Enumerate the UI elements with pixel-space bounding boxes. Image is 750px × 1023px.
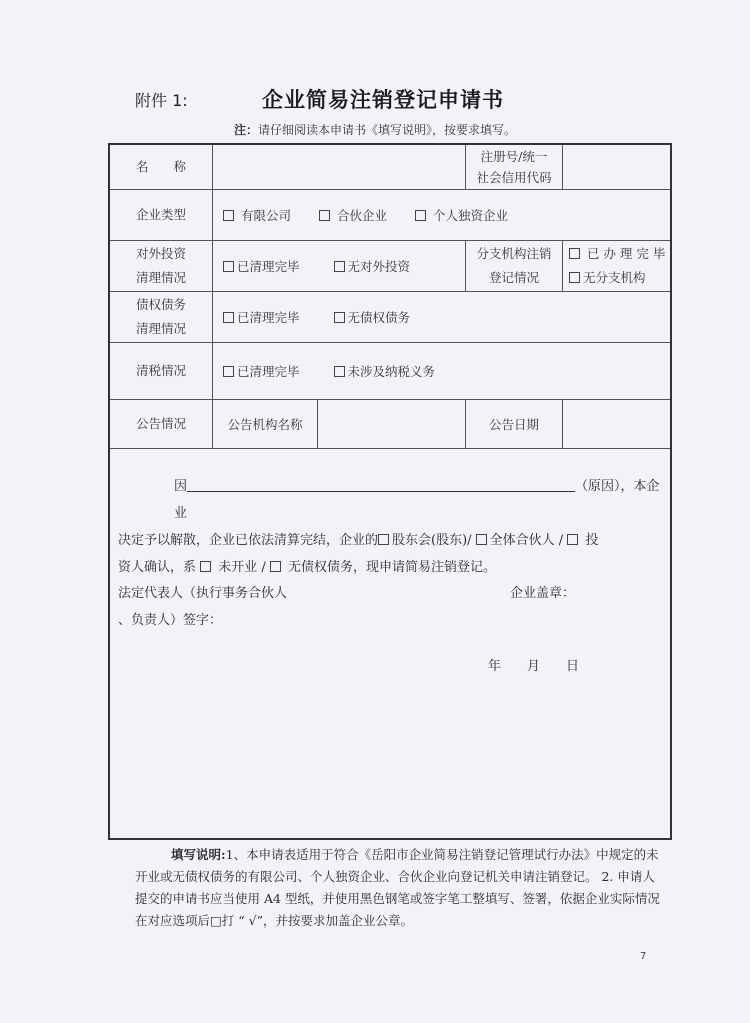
checkbox[interactable] [319,210,330,221]
option-label: 股东会(股东)/ [392,533,476,548]
branch-option-done[interactable] [569,242,665,266]
seal-label: 企业盖章： [510,586,576,601]
checkbox-partners[interactable] [476,534,487,545]
label-line1: 分支机构注销 [476,245,552,261]
reg-code-label [465,145,562,189]
option-label: 已 办 理 完 毕 [586,245,666,261]
label-line2: 登记情况 [488,269,539,285]
notice-date-field[interactable] [562,399,670,448]
type-label: 企业类型 [135,206,186,222]
option-label: 合伙企业 [336,207,387,223]
checkbox-no-debt[interactable] [270,561,281,572]
notice-org-field[interactable] [317,399,465,448]
checkbox[interactable] [223,366,234,377]
option-label: 有限公司 [240,207,291,223]
label-line1: 债权债务 [135,296,186,312]
instructions [135,844,665,932]
note-text: 请仔细阅读本申请书《填写说明》，按要求填写。 [258,123,517,137]
investment-options [212,240,465,291]
attachment-label: 附件 1: [135,91,188,110]
reg-code-label-line2: 社会信用代码 [476,170,552,185]
investment-label [110,240,212,291]
tax-option-cleared[interactable] [223,362,300,380]
declaration-line2 [118,527,662,554]
instructions-text: 1、本申请表适用于符合《岳阳市企业简易注销登记管理试行办法》中规定的未开业或无债权债务的有限公司、个人独资企业、合伙企业向登记机关申请注销登记。 2. 申请人提交的申请书应当使用 A4 型纸，并使用黑色钢笔或签字笔工整填写、签署，依据企业实际情况在对应选项后□打 “ √”，并按要求加盖企业公章。 [135,847,660,928]
option-label: 全体合伙人 / [489,533,568,548]
debt-label [110,291,212,342]
label-line1: 对外投资 [135,245,186,261]
option-label: 未开业 / [214,560,270,575]
option-label: 无分支机构 [583,269,646,285]
notice-date-label: 公告日期 [465,399,562,448]
option-label: 无债权债务，现申请简易注销登记。 [283,560,497,575]
declaration [118,473,662,581]
checkbox-shareholders[interactable] [378,534,389,545]
reason-suffix: （原因），本企业 [174,479,660,521]
option-label: 未涉及纳税义务 [347,363,436,379]
option-label: 已清理完毕 [237,363,300,379]
debt-option-none[interactable] [334,308,411,326]
option-label: 投 [581,533,599,548]
declaration-line1 [118,473,662,527]
page-title: 企业简易注销登记申请书 [262,88,504,112]
notice-label: 公告情况 [135,415,186,431]
debt-option-cleared[interactable] [223,308,300,326]
reg-code-field[interactable] [562,145,670,189]
debt-options [212,291,670,342]
checkbox[interactable] [223,312,234,323]
reg-code-label-line1: 注册号/统一 [480,149,548,164]
tax-row [110,342,670,400]
tax-options [212,342,670,399]
investment-option-none[interactable] [334,257,411,275]
checkbox[interactable] [223,261,234,272]
declaration-line3 [118,554,662,581]
type-option-llc[interactable] [223,206,291,224]
form-note [234,121,516,138]
debt-row [110,291,670,343]
option-label: 已清理完毕 [237,258,300,274]
type-option-sole[interactable] [415,206,508,224]
reason-input[interactable] [187,477,575,492]
legal-rep-label-2: 、负责人）签字： [118,613,223,628]
application-form-table [108,143,672,840]
declaration-prefix: 因 [174,479,188,494]
instructions-heading: 填写说明: [171,847,226,862]
checkbox-investor[interactable] [567,534,578,545]
branch-label [465,240,562,291]
type-options [212,189,670,240]
notice-org-label: 公告机构名称 [212,399,317,448]
checkbox[interactable] [569,272,580,283]
type-row [110,189,670,241]
legal-rep-label-1: 法定代表人（执行事务合伙人 [118,586,288,601]
label-line2: 清理情况 [135,269,186,285]
checkbox[interactable] [223,210,234,221]
checkbox[interactable] [334,261,345,272]
type-option-partnership[interactable] [319,206,387,224]
tax-option-none[interactable] [334,362,436,380]
declaration-text: 资人确认，系 [118,560,201,575]
option-label: 无对外投资 [347,258,411,274]
name-field[interactable] [212,145,465,189]
page-number: 7 [640,951,647,962]
option-label: 无债权债务 [347,309,411,325]
checkbox[interactable] [569,248,580,259]
investment-option-cleared[interactable] [223,257,300,275]
branch-options [562,240,670,291]
name-label: 名 称 [135,159,186,174]
declaration-text: 决定予以解散，企业已依法清算完结，企业的 [118,533,379,548]
label-line2: 清理情况 [135,320,186,336]
checkbox[interactable] [334,366,345,377]
option-label: 个人独资企业 [432,207,508,223]
note-prefix: 注： [234,123,259,137]
name-row [110,145,670,190]
tax-label: 清税情况 [135,362,186,378]
checkbox[interactable] [415,210,426,221]
option-label: 已清理完毕 [237,309,300,325]
branch-option-none[interactable] [569,266,646,290]
investment-row [110,240,670,292]
notice-row [110,399,670,449]
checkbox[interactable] [334,312,345,323]
checkbox-not-started[interactable] [200,561,211,572]
date-label: 年 月 日 [488,659,580,674]
